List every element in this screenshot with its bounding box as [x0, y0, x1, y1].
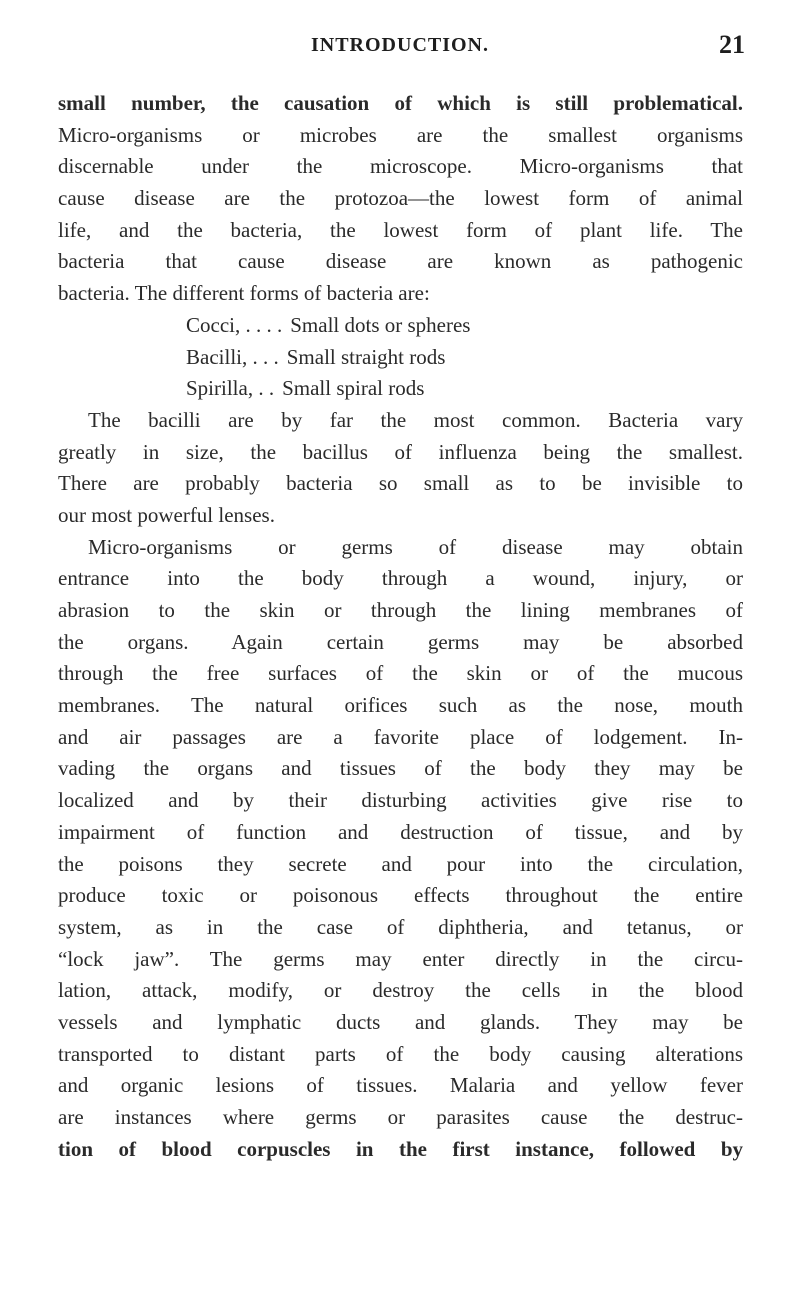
bacteria-form-term: Spirilla, . . — [186, 376, 275, 401]
paragraph-1-line-6: bacteria that cause disease are known as pathogenic — [58, 249, 743, 274]
paragraph-3-line-11: the poisons they secrete and pour into the circulation, — [58, 851, 743, 876]
running-title: INTRODUCTION. — [310, 34, 490, 56]
bacteria-form-row — [58, 310, 743, 342]
paragraph-3-line-19: are instances where germs or parasites cause the destruc- — [58, 1105, 743, 1129]
paragraph-2-line-4: our most powerful lenses. — [58, 502, 275, 527]
paragraph-2-line-1: The bacilli are by far the most common. Bacteria vary — [88, 407, 743, 432]
paragraph-1-line-7: bacteria. The different forms of bacteria are: — [58, 281, 430, 306]
paragraph-1-line-5: life, and the bacteria, the lowest form of plant life. The — [58, 217, 743, 242]
bacteria-form-description: Small straight rods — [286, 344, 446, 369]
bacteria-form-description: Small dots or spheres — [290, 312, 471, 337]
paragraph-3-line-15: lation, attack, modify, or destroy the cells in the blood — [58, 978, 743, 1003]
paragraph-3-line-1: Micro-organisms or germs of disease may obtain — [88, 534, 743, 559]
paragraph-3-line-2: entrance into the body through a wound, injury, or — [58, 566, 743, 591]
paragraph-3-line-5: through the free surfaces of the skin or of the mucous — [58, 661, 743, 686]
bacteria-form-row — [58, 342, 743, 374]
paragraph-3-line-9: localized and by their disturbing activities give rise to — [58, 788, 743, 813]
paragraph-3-line-20: tion of blood corpuscles in the first instance, followed by — [58, 1136, 743, 1161]
paragraph-3-line-18: and organic lesions of tissues. Malaria and yellow fever — [58, 1073, 743, 1098]
paragraph-3-line-10: impairment of function and destruction of tissue, and by — [58, 819, 743, 844]
body-text — [58, 88, 743, 1165]
paragraph-1-line-4: cause disease are the protozoa—the lowest form of animal — [58, 186, 743, 211]
bacteria-form-row — [58, 373, 743, 405]
paragraph-1-line-2: Micro-organisms or microbes are the smallest organisms — [58, 122, 743, 147]
paragraph-2-line-2: greatly in size, the bacillus of influenza being the smallest. — [58, 439, 743, 464]
paragraph-3-line-7: and air passages are a favorite place of lodgement. In- — [58, 724, 743, 749]
page-number: 21 — [719, 30, 745, 59]
paragraph-3-line-6: membranes. The natural orifices such as the nose, mouth — [58, 693, 743, 718]
paragraph-1-line-1: small number, the causation of which is still problematical. — [58, 91, 743, 115]
paragraph-3-line-16: vessels and lymphatic ducts and glands. They may be — [58, 1009, 743, 1034]
paragraph-3-line-4: the organs. Again certain germs may be absorbed — [58, 629, 743, 654]
paragraph-3-line-14: “lock jaw”. The germs may enter directly in the circu- — [58, 946, 743, 971]
bacteria-form-term: Bacilli, . . . — [186, 344, 279, 369]
bacteria-form-description: Small spiral rods — [282, 376, 425, 401]
running-head — [0, 30, 800, 60]
paragraph-3-line-8: vading the organs and tissues of the body they may be — [58, 756, 743, 781]
paragraph-1-line-3: discernable under the microscope. Micro-organisms that — [58, 154, 743, 179]
paragraph-3-line-12: produce toxic or poisonous effects throughout the entire — [58, 883, 743, 908]
paragraph-3-line-17: transported to distant parts of the body causing alterations — [58, 1041, 743, 1066]
paragraph-3-line-3: abrasion to the skin or through the lining membranes of — [58, 598, 743, 622]
paragraph-3-line-13: system, as in the case of diphtheria, and tetanus, or — [58, 914, 743, 939]
bacteria-form-term: Cocci, . . . . — [186, 312, 283, 337]
paragraph-2-line-3: There are probably bacteria so small as to be invisible to — [58, 471, 743, 496]
